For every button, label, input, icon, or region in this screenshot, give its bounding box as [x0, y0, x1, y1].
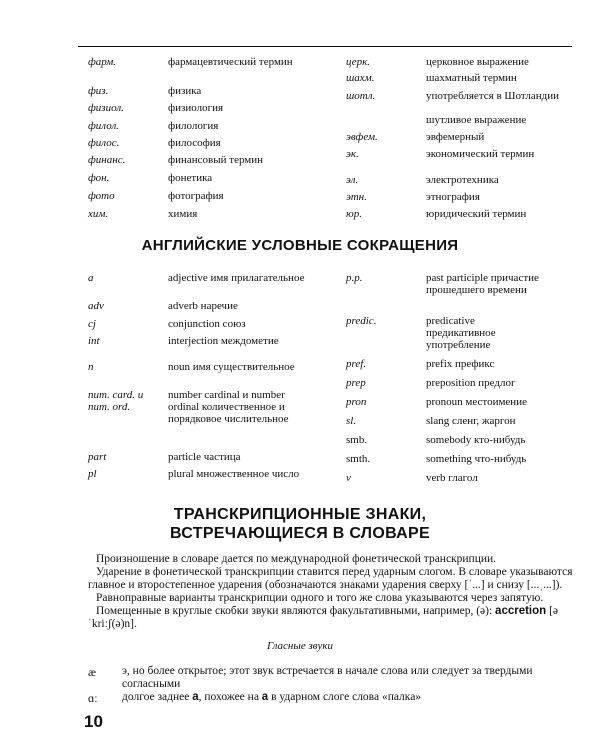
abbr-term: adv [88, 300, 104, 312]
abbr-definition: predicative предикативное употребление [426, 315, 496, 351]
abbr-term: prep [346, 377, 366, 389]
paragraph: Равноправные варианты транскрипции одного и того же слова указываются через запятую. [96, 592, 544, 604]
abbr-definition: юридический термин [426, 208, 527, 220]
abbr-term: v [346, 472, 351, 484]
abbr-definition: preposition предлог [426, 377, 516, 389]
abbr-definition: физика [168, 85, 202, 97]
abbr-term: cj [88, 318, 96, 330]
phonetic-text: в ударном слоге слова «палка» [271, 691, 422, 703]
abbr-definition: number cardinal и number ordinal количественное и порядковое числительное [168, 389, 289, 425]
paragraph: Произношение в словаре дается по международной фонетической транскрипции. [96, 553, 497, 565]
abbr-term: шахм. [346, 72, 375, 84]
phonetic-text: долгое заднее [122, 691, 190, 703]
abbr-term: pl [88, 468, 97, 480]
abbr-definition: фонетика [168, 172, 213, 184]
example-word: accretion [495, 605, 547, 617]
abbr-definition: adverb наречие [168, 300, 238, 312]
paragraph-text: Помещенные в круглые скобки звуки являются факультативными, например, (ə): [96, 605, 493, 617]
abbr-term: num. card. и num. ord. [88, 389, 144, 413]
abbr-term: sl. [346, 415, 357, 427]
abbr-definition: prefix префикс [426, 358, 495, 370]
page-number: 10 [84, 712, 103, 731]
abbr-definition: past participle причастие прошедшего времени [426, 272, 539, 296]
abbr-term: филос. [88, 137, 120, 149]
abbr-term: n [88, 361, 94, 373]
abbr-definition: физиология [168, 102, 224, 114]
section-heading-transcription-line1: ТРАНСКРИПЦИОННЫЕ ЗНАКИ, [173, 506, 427, 523]
abbr-term: эл. [346, 174, 359, 186]
paragraph-with-example [88, 605, 574, 631]
abbr-term: фон. [88, 172, 110, 184]
abbr-definition: conjunction союз [168, 318, 246, 330]
paragraph: Ударение в фонетической транскрипции ставится перед ударным слогом. В словаре указываются главное и второстепенное ударения (обозначаются знаками ударения сверху [ˈ...] и снизу [...ˌ...]). [88, 566, 573, 591]
abbr-term: int [88, 335, 100, 347]
abbr-definition: философия [168, 137, 221, 149]
abbr-term: шотл. [346, 90, 376, 102]
abbr-definition: particle частица [168, 451, 241, 463]
abbr-definition: употребляется в Шотландии [426, 90, 560, 102]
phonetic-description [122, 691, 574, 704]
abbr-definition: химия [168, 208, 198, 220]
abbr-term: хим. [88, 208, 109, 220]
abbr-definition: этнография [426, 191, 480, 203]
phonetic-symbol: ɑː [88, 691, 98, 705]
abbr-term: фарм. [88, 56, 117, 68]
abbr-definition: фотография [168, 190, 224, 202]
phonetic-letter: а [192, 691, 199, 703]
abbr-term: юр. [346, 208, 363, 220]
abbr-definition: pronoun местоимение [426, 396, 527, 408]
abbr-term: pref. [346, 358, 367, 370]
abbr-term: smb. [346, 434, 368, 446]
example-transcription: [əˈkriːʃ(ə)n]. [88, 605, 558, 630]
abbr-term: эвфем. [346, 131, 378, 143]
abbr-definition: somebody кто-нибудь [426, 434, 526, 446]
top-rule [78, 46, 572, 47]
subsection-title-vowels: Гласные звуки [266, 640, 334, 652]
abbr-term: part [88, 451, 107, 463]
phonetic-description: э, но более открытое; этот звук встречается в начале слова или следует за твердыми согласными [122, 665, 533, 690]
abbr-definition: plural множественное число [168, 468, 300, 480]
abbr-term: эк. [346, 148, 359, 160]
abbr-definition: филология [168, 120, 219, 132]
phonetic-letter: а [261, 691, 269, 703]
abbr-definition: noun имя существительное [168, 361, 295, 373]
abbr-definition: шахматный термин [426, 72, 517, 84]
abbr-term: этн. [346, 191, 367, 203]
abbr-term: a [88, 272, 94, 284]
abbr-term: pron [346, 396, 367, 408]
section-heading-transcription-line2: ВСТРЕЧАЮЩИЕСЯ В СЛОВАРЕ [170, 525, 430, 542]
abbr-term: физ. [88, 85, 109, 97]
phonetic-text: , похожее на [198, 691, 259, 703]
abbr-definition: verb глагол [426, 472, 478, 484]
abbr-term: финанс. [88, 154, 126, 166]
phonetic-symbol: æ [88, 665, 97, 679]
abbr-term: церк. [346, 56, 371, 68]
abbr-definition: slang сленг, жаргон [426, 415, 516, 427]
abbr-definition: эвфемерный [426, 131, 485, 143]
abbr-term: филол. [88, 120, 120, 132]
abbr-definition: электротехника [426, 174, 499, 186]
abbr-definition: экономический термин [426, 148, 535, 160]
section-heading-english: АНГЛИЙСКИЕ УСЛОВНЫЕ СОКРАЩЕНИЯ [141, 237, 459, 254]
abbr-definition: финансовый термин [168, 154, 264, 166]
abbr-definition: церковное выражение [426, 56, 529, 68]
abbr-term: фото [88, 190, 115, 202]
abbr-definition: шутливое выражение [426, 114, 527, 126]
abbr-definition: something что-нибудь [426, 453, 527, 465]
abbr-definition: фармацевтический термин [168, 56, 293, 68]
abbr-definition: adjective имя прилагательное [168, 272, 305, 284]
abbr-term: p.p. [346, 272, 363, 284]
abbr-term: физиол. [88, 102, 124, 114]
abbr-term: predic. [346, 315, 377, 327]
abbr-term: smth. [346, 453, 371, 465]
abbr-definition: interjection междометие [168, 335, 279, 347]
